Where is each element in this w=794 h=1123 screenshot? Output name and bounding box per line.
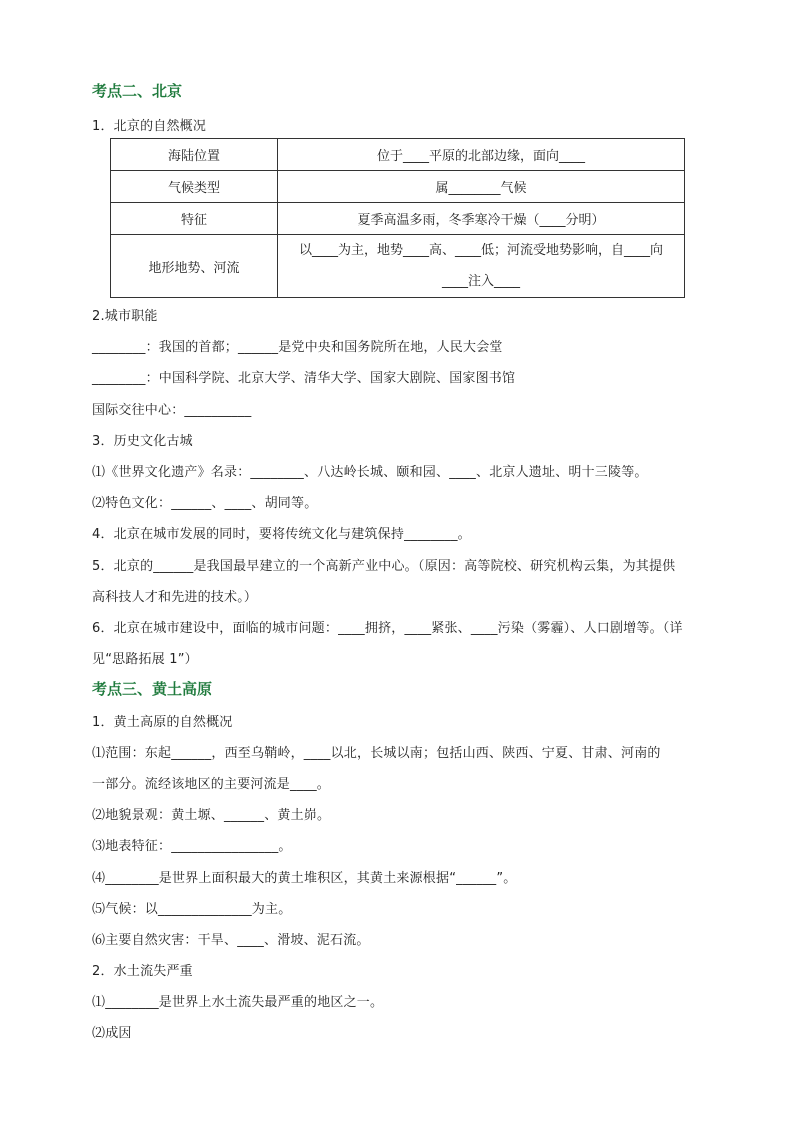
question-6-line-1: 6．北京在城市建设中，面临的城市问题：____拥挤，____紧张、____污染（雾霾）、人口剧增等。（详: [92, 621, 683, 636]
question-2-title: 2.城市职能: [92, 309, 158, 324]
loess-question-1-line-3: ⑵地貌景观：黄土塬、______、黄土峁。: [92, 808, 331, 823]
question-2-line-2: ________：中国科学院、北京大学、清华大学、国家大剧院、国家图书馆: [92, 371, 516, 386]
loess-question-1-line-4: ⑶地表特征：________________。: [92, 839, 292, 854]
table-value: 夏季高温多雨，冬季寒冷干燥（____分明）: [278, 203, 685, 235]
table-row: [111, 139, 685, 171]
question-3-line-1: ⑴《世界文化遗产》名录：________、八达岭长城、颐和园、____、北京人遗址、明十三陵等。: [92, 465, 648, 480]
table-value: 属________气候: [278, 171, 685, 203]
question-5-line-1: 5．北京的______是我国最早建立的一个高新产业中心。（原因：高等院校、研究机构云集，为其提供: [92, 559, 676, 574]
loess-question-1-line-2: 一部分。流经该地区的主要河流是____。: [92, 777, 331, 792]
table-value-line-1: 以____为主，地势____高、____低；河流受地势影响，自____向: [298, 243, 663, 258]
loess-question-1-line-1: ⑴范围：东起______，西至乌鞘岭，____以北，长城以南；包括山西、陕西、宁夏、甘肃、河南的: [92, 746, 661, 761]
question-5-line-2: 高科技人才和先进的技术。）: [92, 590, 258, 605]
question-6-line-2: 见“思路拓展 1”）: [92, 652, 198, 667]
table-row: [111, 203, 685, 235]
loess-question-1-line-7: ⑹主要自然灾害：干旱、____、滑坡、泥石流。: [92, 933, 370, 948]
question-4: 4．北京在城市发展的同时，要将传统文化与建筑保持________。: [92, 527, 471, 542]
table-value: [278, 235, 685, 298]
question-2-line-3: 国际交往中心：__________: [92, 403, 252, 418]
question-3-title: 3．历史文化古城: [92, 434, 193, 449]
beijing-nature-table: [110, 138, 685, 298]
table-label: 特征: [111, 203, 278, 235]
table-label: 气候类型: [111, 171, 278, 203]
loess-question-1-line-6: ⑸气候：以______________为主。: [92, 902, 292, 917]
table-value: 位于____平原的北部边缘，面向____: [278, 139, 685, 171]
loess-question-2-line-1: ⑴________是世界上水土流失最严重的地区之一。: [92, 995, 384, 1010]
loess-question-2-line-2: ⑵成因: [92, 1026, 132, 1041]
section-heading-loess-plateau: 考点三、黄土高原: [92, 680, 213, 698]
table-label: 地形地势、河流: [111, 235, 278, 298]
table-row: [111, 235, 685, 298]
question-1-title: 1．北京的自然概况: [92, 119, 207, 134]
loess-question-2-title: 2．水土流失严重: [92, 964, 193, 979]
table-label: 海陆位置: [111, 139, 278, 171]
question-2-line-1: ________：我国的首都；______是党中央和国务院所在地，人民大会堂: [92, 340, 503, 355]
table-value-line-2: ____注入____: [441, 274, 520, 289]
question-3-line-2: ⑵特色文化：______、____、胡同等。: [92, 496, 318, 511]
loess-question-1-title: 1．黄土高原的自然概况: [92, 715, 233, 730]
loess-question-1-line-5: ⑷________是世界上面积最大的黄土堆积区，其黄土来源根据“______”。: [92, 871, 517, 886]
section-heading-beijing: 考点二、北京: [92, 82, 183, 100]
table-row: [111, 171, 685, 203]
